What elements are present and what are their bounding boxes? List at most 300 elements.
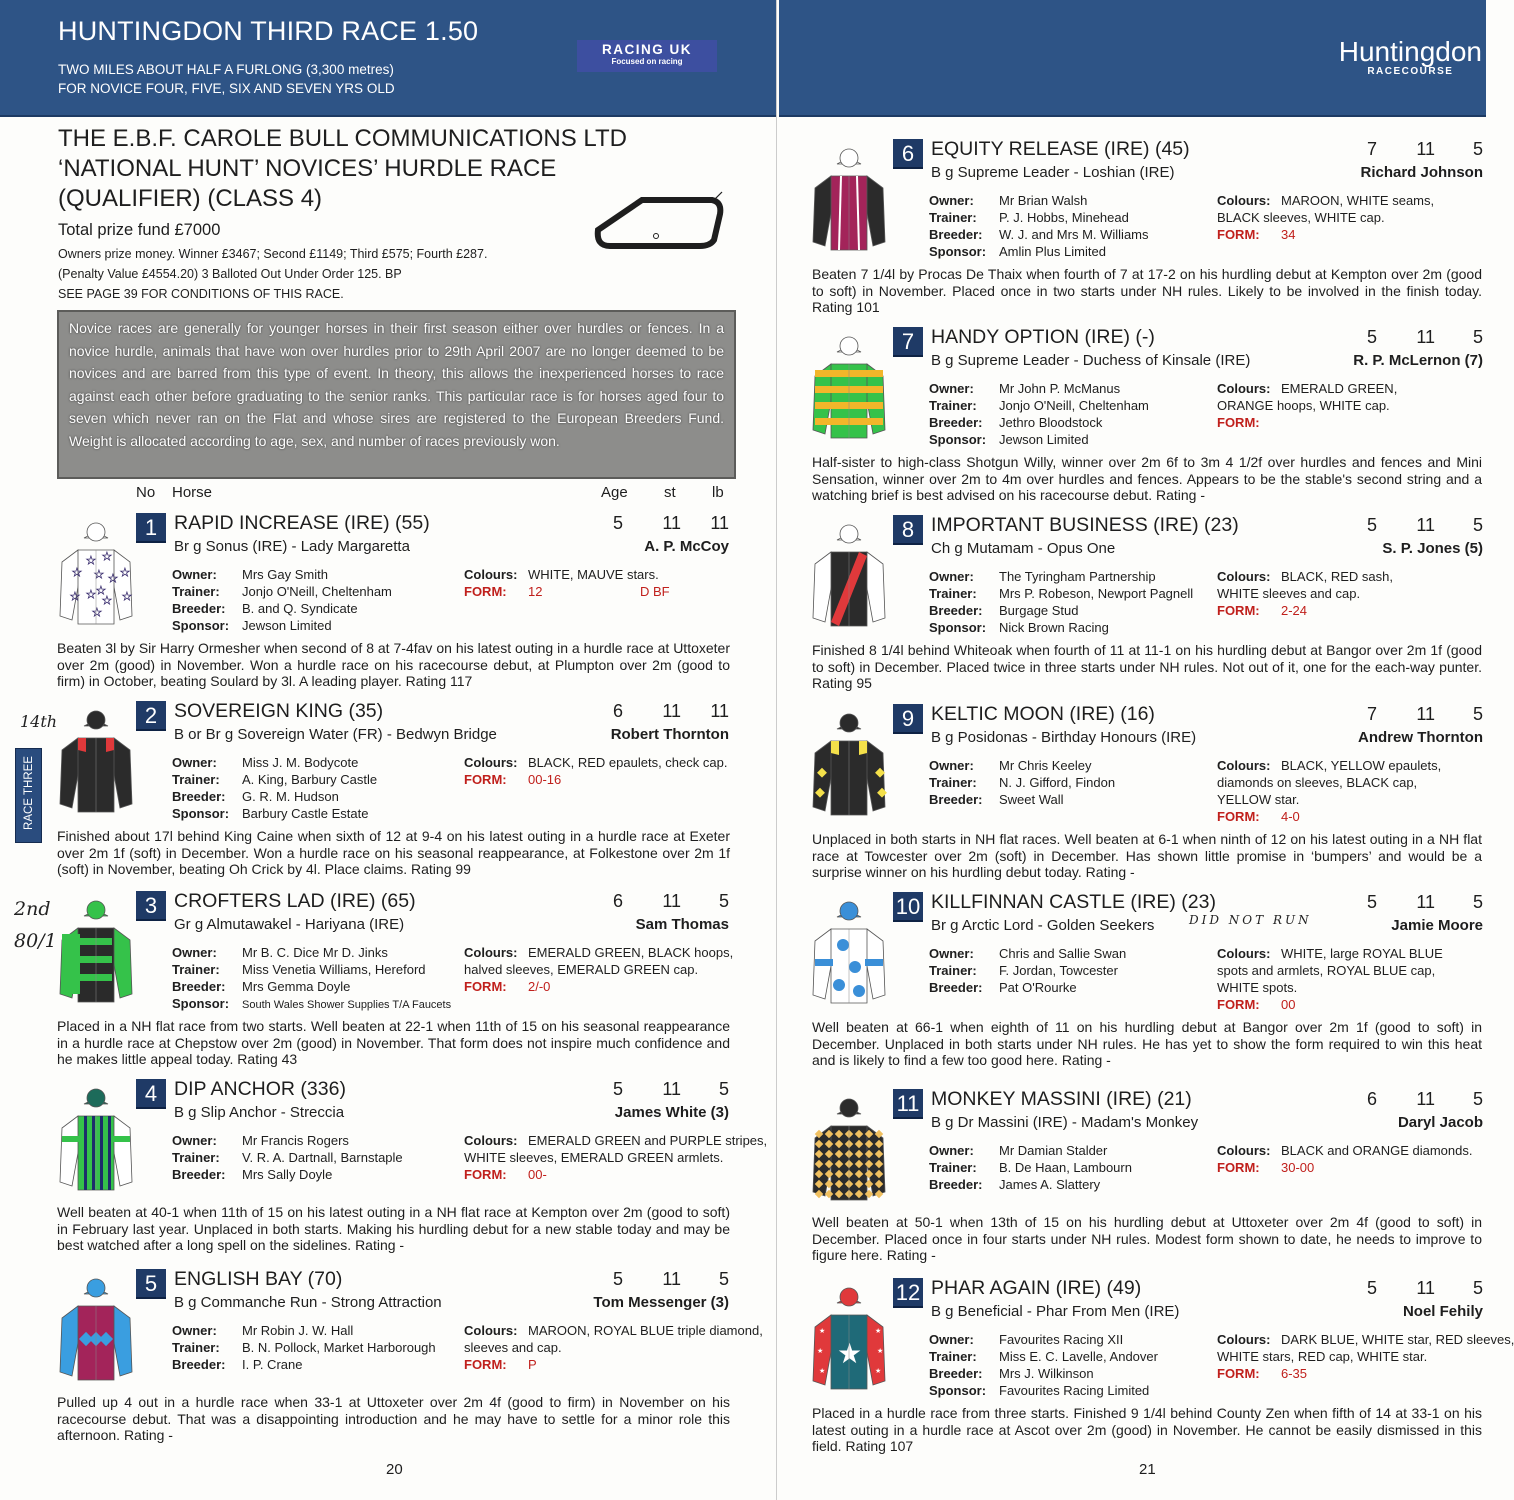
horse-age: 6: [1366, 1089, 1377, 1109]
trainer-value: N. J. Gifford, Findon: [999, 775, 1116, 790]
weight-st: 11: [662, 513, 681, 533]
horse-name: HANDY OPTION (IRE) (-): [931, 326, 1155, 348]
age-weight: [1347, 892, 1483, 913]
horse-breeding: Gr g Almutawakel - Hariyana (IRE): [174, 916, 405, 933]
weight-lb: 11: [710, 701, 729, 721]
horse-age: 6: [612, 891, 623, 911]
race-distance: TWO MILES ABOUT HALF A FURLONG (3,300 metres): [58, 62, 394, 77]
runner-comment: Pulled up 4 out in a hurdle race when 33-1 at Uttoxeter over 2m 4f (good to firm) in November on his racecourse debut. That was a disappointing introduction and he may have to settle for a minor role this afternoon. Rating -: [57, 1394, 730, 1443]
age-weight: [1347, 139, 1483, 160]
horse-name: IMPORTANT BUSINESS (IRE) (23): [931, 514, 1239, 536]
owner-value: Mr Robin J. W. Hall: [242, 1323, 354, 1338]
jockey-silks-icon: [809, 518, 889, 634]
colours-form: [1217, 945, 1443, 1013]
jockey-name: Richard Johnson: [1360, 164, 1483, 181]
colours-value: WHITE, large ROYAL BLUE: [1281, 946, 1443, 961]
owner-label: Owner:: [172, 567, 217, 582]
age-weight: [593, 701, 729, 722]
form-value: 00-: [528, 1167, 547, 1182]
owner-label: Owner:: [929, 1332, 974, 1347]
horse-name: MONKEY MASSINI (IRE) (21): [931, 1088, 1192, 1110]
connections: [929, 568, 1193, 636]
age-weight: [593, 513, 729, 534]
horse-name: KILLFINNAN CASTLE (IRE) (23): [931, 891, 1216, 913]
horse-age: 5: [1366, 1278, 1377, 1298]
race-heading: HUNTINGDON THIRD RACE 1.50: [58, 16, 479, 46]
colours-label: Colours:: [464, 1323, 518, 1338]
runner-comment: Beaten 3l by Sir Harry Ormesher when second of 8 at 7-4fav on his latest outing in a hurdle race at Uttoxeter over 2m (good) in November. Won a hurdle race on his racecourse debut, at Plumpton over 2m (good to firm) in October, beating Soulard by 3l. A leading player. Rating 117: [57, 640, 730, 689]
weight-st: 11: [1416, 704, 1435, 724]
form-value: P: [528, 1357, 537, 1372]
racecard-number: 1: [136, 513, 166, 543]
colours-value: BLACK and ORANGE diamonds.: [1281, 1143, 1473, 1158]
race-title-line-2: ‘NATIONAL HUNT’ NOVICES’ HURDLE RACE: [58, 155, 557, 182]
horse-breeding: B g Supreme Leader - Duchess of Kinsale (IRE): [931, 352, 1251, 369]
form-label: FORM:: [1217, 997, 1260, 1012]
owner-value: The Tyringham Partnership: [999, 569, 1156, 584]
breeder-label: Breeder:: [929, 227, 983, 242]
weight-st: 11: [662, 701, 681, 721]
weight-st: 11: [662, 1269, 681, 1289]
connections: [929, 945, 1126, 996]
horse-breeding: B g Supreme Leader - Loshian (IRE): [931, 164, 1175, 181]
horse-breeding: Ch g Mutamam - Opus One: [931, 540, 1116, 557]
jockey-silks-icon: [56, 1082, 136, 1198]
weight-lb: 5: [1472, 892, 1483, 912]
right-header-banner: [779, 0, 1486, 117]
colours-label: Colours:: [1217, 946, 1271, 961]
race-title-line-1: THE E.B.F. CAROLE BULL COMMUNICATIONS LTD: [58, 125, 627, 152]
breeder-label: Breeder:: [172, 1167, 226, 1182]
jockey-silks-icon: [56, 1272, 136, 1388]
colours-form: [1217, 192, 1434, 243]
owner-label: Owner:: [172, 1133, 217, 1148]
racecard-number: 5: [136, 1269, 166, 1299]
breeder-label: Breeder:: [929, 1177, 983, 1192]
age-weight: [593, 891, 729, 912]
jockey-silks-icon: [56, 704, 136, 820]
horse-age: 5: [1366, 515, 1377, 535]
sponsor-label: Sponsor:: [929, 244, 987, 259]
trainer-value: A. King, Barbury Castle: [242, 772, 378, 787]
column-header-lb: lb: [712, 484, 724, 501]
trainer-value: V. R. A. Dartnall, Barnstaple: [242, 1150, 403, 1165]
horse-breeding: B g Dr Massini (IRE) - Madam's Monkey: [931, 1114, 1199, 1131]
jockey-silks-icon: [809, 142, 889, 258]
trainer-label: Trainer:: [172, 1150, 220, 1165]
svg-text:★: ★: [102, 595, 112, 607]
breeder-label: Breeder:: [172, 1357, 226, 1372]
owner-value: Miss J. M. Bodycote: [242, 755, 359, 770]
trainer-label: Trainer:: [929, 775, 977, 790]
sponsor-value: Jewson Limited: [242, 618, 332, 633]
trainer-value: Jonjo O'Neill, Cheltenham: [242, 584, 392, 599]
form-label: FORM:: [464, 584, 507, 599]
form-label: FORM:: [464, 772, 507, 787]
runner-comment: Placed in a NH flat race from two starts. Well beaten at 22-1 when 11th of 15 on his seasonal reappearance in a hurdle race at Chepstow over 2m (good) in November. That form does not inspire much confidence and he makes little appeal today. Rating 43: [57, 1018, 730, 1067]
colours-label: Colours:: [1217, 1143, 1271, 1158]
trainer-label: Trainer:: [929, 963, 977, 978]
weight-st: 11: [1416, 1278, 1435, 1298]
colours-value-cont: halved sleeves, EMERALD GREEN cap.: [464, 962, 699, 977]
runner-comment: Well beaten at 50-1 when 13th of 15 on his hurdling debut at Uttoxeter over 2m 4f (good to soft) in December. Placed once in four starts under NH rules. Modest form shown to date, he needs to improve to figure here. Rating -: [812, 1214, 1482, 1263]
horse-age: 5: [1366, 892, 1377, 912]
colours-form: [1217, 1142, 1472, 1176]
trainer-label: Trainer:: [929, 1160, 977, 1175]
jockey-silks-icon: [809, 1092, 889, 1208]
racecard-number: 12: [893, 1278, 923, 1308]
page-number-left: 20: [386, 1461, 403, 1478]
runner-comment: Well beaten at 40-1 when 11th of 15 on his latest outing in a NH flat race at Kempton over 2m (good to soft) in February last year. Unplaced in both starts. Making his hurdling debut for a new stable today and may be best watched after a long spell on the sidelines. Rating -: [57, 1204, 730, 1253]
connections: [172, 1322, 436, 1373]
breeder-value: James A. Slattery: [999, 1177, 1101, 1192]
svg-text:★: ★: [837, 1338, 863, 1369]
breeder-value: Jethro Bloodstock: [999, 415, 1103, 430]
jockey-silks-icon: [809, 707, 889, 823]
weight-lb: 11: [710, 513, 729, 533]
handwritten-note-14th: 14th: [20, 712, 58, 731]
trainer-label: Trainer:: [929, 1349, 977, 1364]
trainer-label: Trainer:: [172, 1340, 220, 1355]
form-value: 00: [1281, 997, 1296, 1012]
jockey-name: A. P. McCoy: [644, 538, 729, 555]
trainer-label: Trainer:: [172, 962, 220, 977]
jockey-silks-icon: [56, 894, 136, 1010]
racecard-number: 8: [893, 515, 923, 545]
breeder-label: Breeder:: [172, 979, 226, 994]
trainer-value: Miss Venetia Williams, Hereford: [242, 962, 426, 977]
sponsor-label: Sponsor:: [172, 618, 230, 633]
horse-age: 5: [612, 513, 623, 533]
form-label: FORM:: [464, 1167, 507, 1182]
racing-uk-tagline: Focused on racing: [611, 57, 683, 66]
prize-money: Owners prize money. Winner £3467; Second £1149; Third £575; Fourth £287.: [58, 247, 488, 261]
trainer-label: Trainer:: [929, 586, 977, 601]
jockey-silks-icon: [56, 516, 136, 632]
form-label: FORM:: [1217, 603, 1260, 618]
colours-form: [1217, 568, 1393, 619]
colours-form: [464, 566, 670, 600]
age-weight: [1347, 1278, 1483, 1299]
colours-form: [464, 754, 727, 788]
course-map-icon: [590, 190, 730, 252]
horse-breeding: Br g Arctic Lord - Golden Seekers: [931, 917, 1155, 934]
colours-value-cont: spots and armlets, ROYAL BLUE cap,: [1217, 963, 1436, 978]
form-value: 12: [528, 584, 543, 599]
owner-value: Mr Francis Rogers: [242, 1133, 349, 1148]
owner-value: Chris and Sallie Swan: [999, 946, 1127, 961]
colours-label: Colours:: [1217, 1332, 1271, 1347]
connections: [929, 1142, 1132, 1193]
svg-text:★: ★: [875, 1368, 882, 1375]
sponsor-label: Sponsor:: [929, 432, 987, 447]
owner-label: Owner:: [929, 946, 974, 961]
trainer-label: Trainer:: [172, 584, 220, 599]
connections: [929, 1331, 1158, 1399]
colours-value-cont: WHITE sleeves and cap.: [1217, 586, 1361, 601]
colours-label: Colours:: [1217, 758, 1271, 773]
colours-value: EMERALD GREEN and PURPLE stripes,: [528, 1133, 768, 1148]
colours-value: EMERALD GREEN,: [1281, 381, 1398, 396]
runner-comment: Finished about 17l behind King Caine when sixth of 12 at 9-4 on his latest outing in a hurdle race at Exeter over 2m 1f (soft) in December. Won a hurdle race on his seasonal reappearance, at Folkestone over 2m 1f (soft) in November, beating Oh Crick by 4l. Place claims. Rating 99: [57, 828, 730, 877]
svg-text:★: ★: [70, 591, 80, 603]
handwritten-note-did-not-run: DID NOT RUN: [1189, 913, 1312, 927]
column-header-horse: Horse: [172, 484, 213, 501]
horse-name: KELTIC MOON (IRE) (16): [931, 703, 1155, 725]
horse-name: CROFTERS LAD (IRE) (65): [174, 890, 416, 912]
sponsor-value: Amlin Plus Limited: [999, 244, 1106, 259]
colours-label: Colours:: [464, 1133, 518, 1148]
horse-age: 5: [612, 1079, 623, 1099]
jockey-name: Sam Thomas: [635, 916, 729, 933]
colours-value: BLACK, RED epaulets, check cap.: [528, 755, 728, 770]
owner-value: Mr John P. McManus: [999, 381, 1121, 396]
sponsor-value: Nick Brown Racing: [999, 620, 1109, 635]
weight-st: 11: [1416, 515, 1435, 535]
horse-name: SOVEREIGN KING (35): [174, 700, 384, 722]
svg-text:★: ★: [819, 1368, 826, 1375]
owner-label: Owner:: [929, 569, 974, 584]
owner-value: Mr Damian Stalder: [999, 1143, 1108, 1158]
form-extra: D BF: [640, 584, 670, 599]
age-weight: [1347, 515, 1483, 536]
weight-lb: 5: [718, 1269, 729, 1289]
race-three-side-tab: [15, 748, 42, 843]
form-label: FORM:: [1217, 809, 1260, 824]
svg-text:★: ★: [120, 567, 130, 579]
colours-label: Colours:: [464, 755, 518, 770]
weight-lb: 5: [1472, 1278, 1483, 1298]
form-label: FORM:: [1217, 1160, 1260, 1175]
horse-age: 5: [612, 1269, 623, 1289]
weight-lb: 5: [718, 891, 729, 911]
jockey-silks-icon: [809, 1281, 889, 1397]
sponsor-value: Barbury Castle Estate: [242, 806, 369, 821]
jockey-name: Robert Thornton: [610, 726, 729, 743]
page-number-right: 21: [1139, 1461, 1156, 1478]
weight-lb: 5: [1472, 139, 1483, 159]
breeder-label: Breeder:: [929, 603, 983, 618]
horse-name: EQUITY RELEASE (IRE) (45): [931, 138, 1190, 160]
sponsor-label: Sponsor:: [929, 1383, 987, 1398]
trainer-value: F. Jordan, Towcester: [999, 963, 1118, 978]
svg-text:★: ★: [108, 573, 118, 585]
form-label: FORM:: [1217, 415, 1260, 430]
runner-comment: Placed in a hurdle race from three starts. Finished 9 1/4l behind County Zen when fifth of 14 at 33-1 on his latest outing in a hurdle race at Ascot over 2m (good) in November. He cannot be easily dismissed in this field. Rating 107: [812, 1405, 1482, 1454]
svg-text:★: ★: [102, 551, 112, 563]
form-label: FORM:: [1217, 1366, 1260, 1381]
colours-value-cont: WHITE sleeves, EMERALD GREEN armlets.: [464, 1150, 724, 1165]
svg-text:★: ★: [72, 567, 82, 579]
race-title-line-3: (QUALIFIER) (CLASS 4): [58, 185, 323, 212]
horse-breeding: B g Posidonas - Birthday Honours (IRE): [931, 729, 1197, 746]
breeder-value: W. J. and Mrs M. Williams: [999, 227, 1149, 242]
breeder-label: Breeder:: [929, 415, 983, 430]
connections: [172, 1132, 403, 1183]
horse-breeding: B g Commanche Run - Strong Attraction: [174, 1294, 442, 1311]
penalty-value: (Penalty Value £4554.20) 3 Balloted Out Under Order 125. BP: [58, 267, 402, 281]
breeder-value: Mrs Gemma Doyle: [242, 979, 351, 994]
colours-value: MAROON, ROYAL BLUE triple diamond,: [528, 1323, 763, 1338]
colours-value: BLACK, YELLOW epaulets,: [1281, 758, 1442, 773]
owner-label: Owner:: [172, 945, 217, 960]
horse-age: 5: [1366, 327, 1377, 347]
huntingdon-racecourse-logo: [1339, 36, 1482, 77]
breeder-value: I. P. Crane: [242, 1357, 303, 1372]
form-label: FORM:: [1217, 227, 1260, 242]
breeder-label: Breeder:: [172, 601, 226, 616]
colours-value-cont: ORANGE hoops, WHITE cap.: [1217, 398, 1390, 413]
novice-races-info-box: Novice races are generally for younger horses in their first season either over hurdles or fences. In a novice hurdle, animals that have won over hurdles prior to 29th April 2007 are no longer deemed to be novices and are barred from this type of event. In theory, this allows the inexperienced horses to race against each other before graduating to the senior ranks. This particular race is for horses aged four to seven which never ran on the Flat and whose sires are registered to the European Breeders Fund. Weight is allocated according to age, sex, and number of races previously won.: [57, 310, 736, 479]
colours-value: DARK BLUE, WHITE star, RED sleeves,: [1281, 1332, 1514, 1347]
colours-label: Colours:: [1217, 569, 1271, 584]
colours-label: Colours:: [1217, 193, 1271, 208]
owner-label: Owner:: [929, 758, 974, 773]
racecard-number: 10: [893, 892, 923, 922]
age-weight: [1347, 1089, 1483, 1110]
svg-text:★: ★: [96, 585, 106, 597]
jockey-name: R. P. McLernon (7): [1353, 352, 1483, 369]
colours-form: [464, 1132, 767, 1183]
colours-value-cont: sleeves and cap.: [464, 1340, 562, 1355]
trainer-value: Miss E. C. Lavelle, Andover: [999, 1349, 1158, 1364]
horse-breeding: B g Beneficial - Phar From Men (IRE): [931, 1303, 1180, 1320]
weight-st: 11: [662, 891, 681, 911]
weight-lb: 5: [1472, 327, 1483, 347]
trainer-value: Jonjo O'Neill, Cheltenham: [999, 398, 1149, 413]
form-value: 2-24: [1281, 603, 1308, 618]
weight-st: 11: [1416, 892, 1435, 912]
runner-comment: Half-sister to high-class Shotgun Willy, winner over 2m 6f to 3m 4 1/2f over hurdles and fences and Mini Sensation, winner over 2m to 4m over hurdles and fences. Appears to be the stable's second string and a watching brief is best advised on his racecourse debut. Rating -: [812, 454, 1482, 503]
handwritten-note-odds: 80/1: [14, 930, 57, 952]
owner-value: Mrs Gay Smith: [242, 567, 328, 582]
handwritten-note-2nd: 2nd: [14, 898, 51, 920]
trainer-value: B. De Haan, Lambourn: [999, 1160, 1132, 1175]
trainer-label: Trainer:: [929, 210, 977, 225]
total-prize-fund: Total prize fund £7000: [58, 221, 221, 239]
owner-label: Owner:: [172, 1323, 217, 1338]
horse-breeding: B or Br g Sovereign Water (FR) - Bedwyn Bridge: [174, 726, 497, 743]
form-value: 2/-0: [528, 979, 551, 994]
huntingdon-logo-text: Huntingdon: [1338, 36, 1482, 67]
sponsor-value: South Wales Shower Supplies T/A Faucets: [242, 999, 452, 1011]
trainer-label: Trainer:: [172, 772, 220, 787]
breeder-value: B. and Q. Syndicate: [242, 601, 358, 616]
breeder-value: Pat O'Rourke: [999, 980, 1077, 995]
svg-text:★: ★: [875, 1328, 882, 1335]
owner-value: Mr B. C. Dice Mr D. Jinks: [242, 945, 388, 960]
colours-label: Colours:: [464, 567, 518, 582]
horse-name: ENGLISH BAY (70): [174, 1268, 343, 1290]
breeder-label: Breeder:: [172, 789, 226, 804]
colours-value-cont: diamonds on sleeves, BLACK cap,: [1217, 775, 1418, 790]
racecard-number: 4: [136, 1079, 166, 1109]
side-tab-label: RACE THREE: [23, 756, 35, 830]
colours-label: Colours:: [464, 945, 518, 960]
horse-name: DIP ANCHOR (336): [174, 1078, 346, 1100]
jockey-name: S. P. Jones (5): [1382, 540, 1483, 557]
colours-value-cont: BLACK sleeves, WHITE cap.: [1217, 210, 1385, 225]
breeder-value: G. R. M. Hudson: [242, 789, 339, 804]
race-title: [58, 124, 627, 214]
connections: [929, 192, 1149, 260]
breeder-label: Breeder:: [929, 980, 983, 995]
colours-label: Colours:: [1217, 381, 1271, 396]
form-label: FORM:: [464, 1357, 507, 1372]
right-page-21: [779, 0, 1514, 1500]
owner-label: Owner:: [929, 381, 974, 396]
colours-form: [464, 944, 733, 995]
age-weight: [593, 1079, 729, 1100]
sponsor-label: Sponsor:: [929, 620, 987, 635]
colours-value-cont: YELLOW star.: [1217, 792, 1300, 807]
connections: [929, 757, 1115, 808]
horse-age: 7: [1366, 704, 1377, 724]
jockey-name: James White (3): [614, 1104, 729, 1121]
weight-lb: 5: [1472, 704, 1483, 724]
svg-text:★: ★: [817, 1348, 824, 1355]
breeder-label: Breeder:: [929, 1366, 983, 1381]
racecourse-logo-text: RACECOURSE: [1367, 66, 1454, 77]
svg-text:★: ★: [122, 591, 132, 603]
sponsor-value: Jewson Limited: [999, 432, 1089, 447]
conditions-note: SEE PAGE 39 FOR CONDITIONS OF THIS RACE.: [58, 287, 344, 301]
sponsor-label: Sponsor:: [172, 996, 230, 1011]
colours-value: MAROON, WHITE seams,: [1281, 193, 1435, 208]
jockey-name: Tom Messenger (3): [593, 1294, 729, 1311]
racecard-number: 7: [893, 327, 923, 357]
jockey-silks-icon: [809, 330, 889, 446]
racing-uk-logo: [577, 40, 717, 72]
age-weight: [593, 1269, 729, 1290]
weight-st: 11: [662, 1079, 681, 1099]
connections: [172, 944, 451, 1014]
jockey-name: Daryl Jacob: [1397, 1114, 1483, 1131]
weight-st: 11: [1416, 139, 1435, 159]
owner-value: Favourites Racing XII: [999, 1332, 1124, 1347]
weight-lb: 5: [718, 1079, 729, 1099]
owner-label: Owner:: [172, 755, 217, 770]
form-value: 00-16: [528, 772, 562, 787]
form-value: 30-00: [1281, 1160, 1315, 1175]
colours-value: WHITE, MAUVE stars.: [528, 567, 659, 582]
breeder-value: Burgage Stud: [999, 603, 1079, 618]
owner-label: Owner:: [929, 193, 974, 208]
horse-breeding: B g Slip Anchor - Streccia: [174, 1104, 345, 1121]
form-value: 34: [1281, 227, 1296, 242]
trainer-value: B. N. Pollock, Market Harborough: [242, 1340, 436, 1355]
form-value: 4-0: [1281, 809, 1300, 824]
racecard-number: 9: [893, 704, 923, 734]
weight-st: 11: [1416, 1089, 1435, 1109]
race-eligibility: FOR NOVICE FOUR, FIVE, SIX AND SEVEN YRS OLD: [58, 81, 395, 96]
weight-st: 11: [1416, 327, 1435, 347]
column-header-age: Age: [601, 484, 628, 501]
colours-value: BLACK, RED sash,: [1281, 569, 1393, 584]
runner-comment: Unplaced in both starts in NH flat races. Well beaten at 6-1 when ninth of 12 on his latest outing in a NH flat race at Towcester over 2m (soft) in December. Has shown little promise in ‘bumpers’ and would be a surprise winner on his hurdling debut today. Rating -: [812, 831, 1482, 880]
race-header-banner: [0, 0, 776, 117]
connections: [172, 566, 392, 634]
runner-comment: Well beaten at 66-1 when eighth of 11 on his hurdling debut at Bangor over 2m 1f (good to soft) in December. Unplaced in both starts under NH rules. He has yet to show the form required to win this heat and is likely to find a few too good here. Rating -: [812, 1019, 1482, 1068]
runner-comment: Finished 8 1/4l behind Whiteoak when fourth of 11 at 11-1 on his hurdling debut at Bangor over 2m 1f (good to soft) in December. Placed twice in three starts under NH rules. Not out of it, one for the each-way punter. Rating 95: [812, 642, 1482, 691]
connections: [929, 380, 1149, 448]
svg-text:★: ★: [92, 607, 102, 619]
form-label: FORM:: [464, 979, 507, 994]
svg-text:★: ★: [819, 1328, 826, 1335]
runner-comment: Beaten 7 1/4l by Procas De Thaix when fourth of 7 at 17-2 on his hurdling debut at Kempton over 2m (good to soft) in November. Placed once in two starts under NH rules. Likely to be involved in the finish today. Rating 101: [812, 266, 1482, 315]
colours-form: [464, 1322, 763, 1373]
svg-text:★: ★: [94, 569, 104, 581]
